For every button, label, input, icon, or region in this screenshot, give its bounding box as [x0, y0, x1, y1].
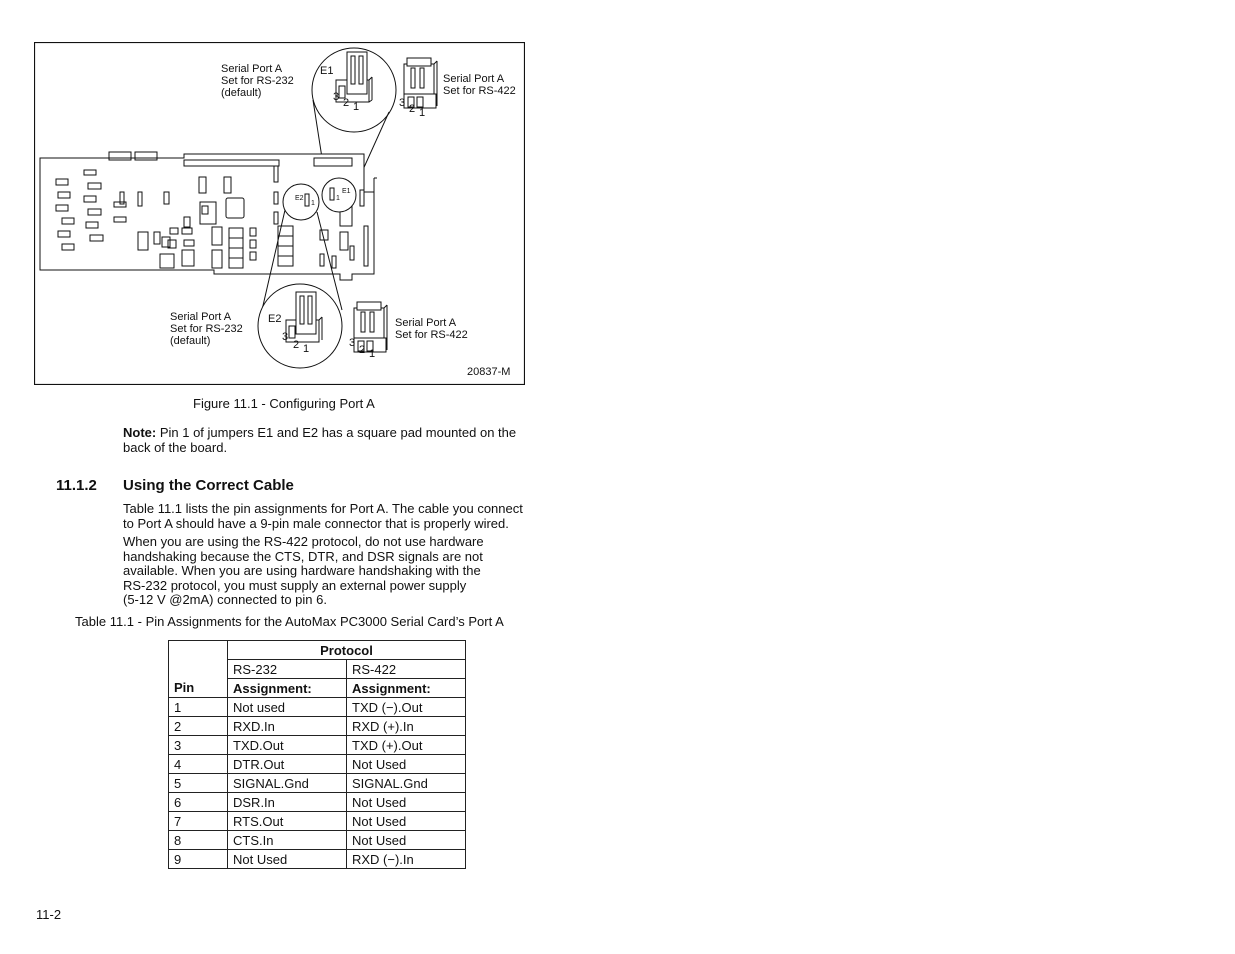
- callout-bottom-right-line2: Set for RS-422: [395, 329, 468, 341]
- pin-assignment-table: [168, 640, 466, 869]
- table-row: [169, 717, 466, 736]
- pin-label-3-bottomright: 3: [349, 337, 356, 349]
- pin-label-2-bottom: 2: [293, 339, 300, 351]
- rs422-cell: RXD (−).In: [347, 850, 466, 869]
- callout-top-right-line1: Serial Port A: [443, 73, 505, 85]
- paragraph-2-line: When you are using the RS-422 protocol, do not use hardware: [123, 534, 484, 549]
- rs422-cell: TXD (+).Out: [347, 736, 466, 755]
- paragraph-2-line: handshaking because the CTS, DTR, and DSR signals are not: [123, 548, 483, 564]
- board-e1-label: E1: [342, 188, 351, 195]
- pin-label-1-bottomright: 1: [369, 348, 376, 360]
- pin-cell: 9: [169, 850, 228, 869]
- jumper-e2-label: E2: [268, 313, 282, 325]
- pin-label-1-top: 1: [353, 101, 360, 113]
- jumper-e1-label: E1: [320, 65, 334, 77]
- callout-bottom-left-line1: Serial Port A: [170, 311, 232, 323]
- note-text: Pin 1 of jumpers E1 and E2 has a square pad mounted on the: [156, 425, 517, 440]
- table-row: [169, 812, 466, 831]
- rs422-cell: SIGNAL.Gnd: [347, 774, 466, 793]
- table-row: [169, 793, 466, 812]
- page-number: 11-2: [36, 907, 62, 922]
- rs422-cell: Not Used: [347, 831, 466, 850]
- circuit-board-icon: [40, 152, 377, 280]
- paragraph-2-line: available. When you are using hardware handshaking with the: [123, 563, 481, 578]
- table-row: [169, 755, 466, 774]
- pin-cell: 3: [169, 736, 228, 755]
- pin-label-3-bottom: 3: [282, 331, 289, 343]
- assignment-header-rs422: Assignment:: [347, 679, 466, 698]
- table-header-row: [169, 679, 466, 698]
- section-title: Using the Correct Cable: [123, 477, 294, 494]
- rs232-cell: Not Used: [228, 850, 347, 869]
- table-row: [169, 698, 466, 717]
- pin-cell: 1: [169, 698, 228, 717]
- pin-cell: 6: [169, 793, 228, 812]
- callout-bottom-right-line1: Serial Port A: [395, 317, 457, 329]
- board-e2-pin1-label: 1: [311, 200, 315, 207]
- table-row: [169, 831, 466, 850]
- pin-cell: 4: [169, 755, 228, 774]
- rs232-cell: SIGNAL.Gnd: [228, 774, 347, 793]
- figure-caption: Figure 11.1 - Configuring Port A: [193, 396, 375, 411]
- paragraph-1-line: Table 11.1 lists the pin assignments for Port A. The cable you connect: [123, 501, 523, 516]
- pin-cell: 5: [169, 774, 228, 793]
- table-row: [169, 850, 466, 869]
- header-blank-cell: [169, 660, 228, 679]
- section-number: 11.1.2: [56, 477, 97, 494]
- callout-bottom-left-line2: Set for RS-232: [170, 323, 243, 335]
- callout-top-right-line2: Set for RS-422: [443, 85, 516, 97]
- pin-label-3-topright: 3: [399, 97, 406, 109]
- paragraph-2: [123, 535, 543, 608]
- part-number: 20837-M: [467, 366, 511, 378]
- rs422-cell: TXD (−).Out: [347, 698, 466, 717]
- pin-label-1-bottom: 1: [303, 343, 310, 355]
- rs422-cell: RXD (+).In: [347, 717, 466, 736]
- callout-top-left-line1: Serial Port A: [221, 63, 283, 75]
- pin-label-2-bottomright: 2: [359, 344, 366, 356]
- pin-cell: 2: [169, 717, 228, 736]
- paragraph-1-line: to Port A should have a 9-pin male connector that is properly wired.: [123, 515, 509, 531]
- callout-bottom-left-line3: (default): [170, 335, 211, 347]
- pin-cell: 8: [169, 831, 228, 850]
- pin-header: Pin: [169, 679, 228, 698]
- rs422-header: RS-422: [347, 660, 466, 679]
- rs422-cell: Not Used: [347, 812, 466, 831]
- rs422-cell: Not Used: [347, 793, 466, 812]
- rs232-cell: RTS.Out: [228, 812, 347, 831]
- table-header-row: [169, 641, 466, 660]
- pin-cell: 7: [169, 812, 228, 831]
- note-block: [123, 426, 523, 455]
- table-caption: Table 11.1 - Pin Assignments for the AutoMax PC3000 Serial Card’s Port A: [75, 614, 504, 629]
- figure-configuring-port-a: [34, 42, 525, 385]
- rs232-cell: TXD.Out: [228, 736, 347, 755]
- paragraph-2-line: (5-12 V @2mA) connected to pin 6.: [123, 592, 327, 607]
- note-label: Note:: [123, 425, 157, 440]
- circuit-board-diagram: [34, 42, 525, 385]
- pin-label-1-topright: 1: [419, 107, 426, 119]
- callout-top-left-line3: (default): [221, 87, 262, 99]
- callout-top-left-line2: Set for RS-232: [221, 75, 294, 87]
- pin-label-3-top: 3: [333, 91, 340, 103]
- jumper-e1-rs422-icon: [404, 58, 437, 108]
- rs232-cell: DTR.Out: [228, 755, 347, 774]
- note-text-2: back of the board.: [123, 439, 228, 455]
- board-e1-pin1-label: 1: [336, 195, 340, 202]
- table-row: [169, 774, 466, 793]
- rs232-header: RS-232: [228, 660, 347, 679]
- paragraph-1: [123, 502, 543, 531]
- paragraph-2-line: RS-232 protocol, you must supply an external power supply: [123, 577, 467, 593]
- rs232-cell: RXD.In: [228, 717, 347, 736]
- pin-label-2-top: 2: [343, 97, 350, 109]
- rs232-cell: Not used: [228, 698, 347, 717]
- rs232-cell: DSR.In: [228, 793, 347, 812]
- table-header-row: [169, 660, 466, 679]
- protocol-header: Protocol: [228, 641, 466, 660]
- board-e2-label: E2: [295, 195, 304, 202]
- rs232-cell: CTS.In: [228, 831, 347, 850]
- assignment-header-rs232: Assignment:: [228, 679, 347, 698]
- pin-label-2-topright: 2: [409, 103, 416, 115]
- rs422-cell: Not Used: [347, 755, 466, 774]
- header-blank-cell: [169, 641, 228, 660]
- table-row: [169, 736, 466, 755]
